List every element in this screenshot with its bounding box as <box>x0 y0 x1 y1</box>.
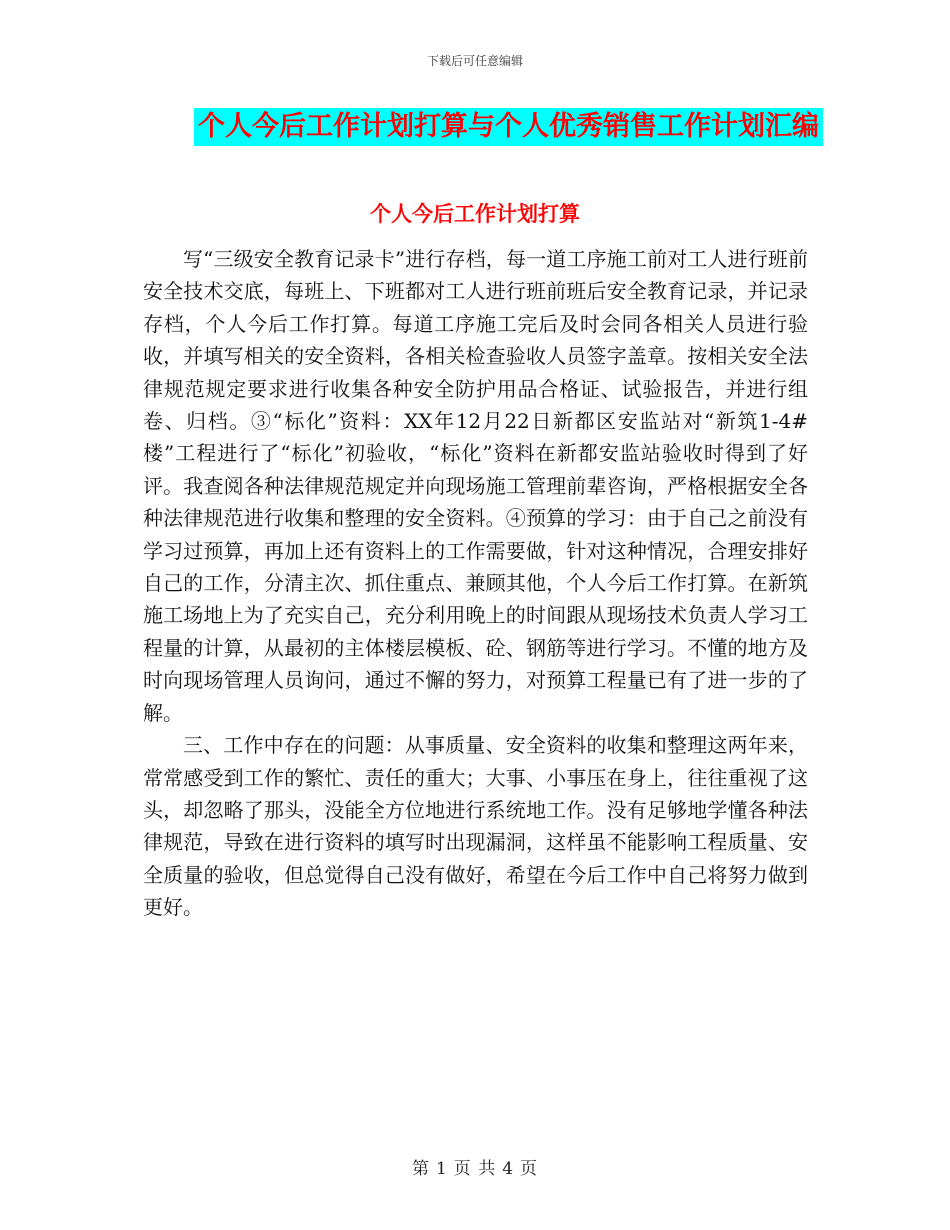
total-pages-number: 4 <box>502 1159 515 1179</box>
page-label-suffix: 页 <box>520 1159 539 1179</box>
page-header: 下载后可任意编辑 <box>426 54 523 68</box>
document-title: 个人今后工作计划打算与个人优秀销售工作计划汇编 <box>194 108 823 146</box>
page-footer <box>0 1154 950 1179</box>
page-label-mid: 页 共 <box>453 1159 497 1179</box>
document-body <box>143 243 808 924</box>
section-title: 个人今后工作计划打算 <box>370 202 580 226</box>
current-page-number: 1 <box>435 1159 448 1179</box>
paragraph-1: 写“三级安全教育记录卡”进行存档，每一道工序施工前对工人进行班前安全技术交底，每班上、下班都对工人进行班前班后安全教育记录，并记录存档，个人今后工作打算。每道工序施工完后及时会同各相关人员进行验收，并填写相关的安全资料，各相关检查验收人员签字盖章。按相关安全法律规范规定要求进行收集各种安全防护用品合格证、试验报告，并进行组卷、归档。③“标化”资料：XX年12月22日新都区安监站对“新筑1-4#楼”工程进行了“标化”初验收，“标化”资料在新都安监站验收时得到了好评。我查阅各种法律规范规定并向现场施工管理前辈咨询，严格根据安全各种法律规范进行收集和整理的安全资料。④预算的学习：由于自己之前没有学习过预算，再加上还有资料上的工作需要做，针对这种情况，合理安排好自己的工作，分清主次、抓住重点、兼顾其他，个人今后工作打算。在新筑施工场地上为了充实自己，充分利用晚上的时间跟从现场技术负责人学习工程量的计算，从最初的主体楼层模板、砼、钢筋等进行学习。不懂的地方及时向现场管理人员询问，通过不懈的努力，对预算工程量已有了进一步的了解。 <box>143 247 808 725</box>
page-label-prefix: 第 <box>411 1159 430 1179</box>
paragraph-2: 三、工作中存在的问题：从事质量、安全资料的收集和整理这两年来，常常感受到工作的繁忙、责任的重大；大事、小事压在身上，往往重视了这头，却忽略了那头，没能全方位地进行系统地工作。没有足够地学懂各种法律规范，导致在进行资料的填写时出现漏洞，这样虽不能影响工程质量、安全质量的验收，但总觉得自己没有做好，希望在今后工作中自己将努力做到更好。 <box>143 733 808 920</box>
